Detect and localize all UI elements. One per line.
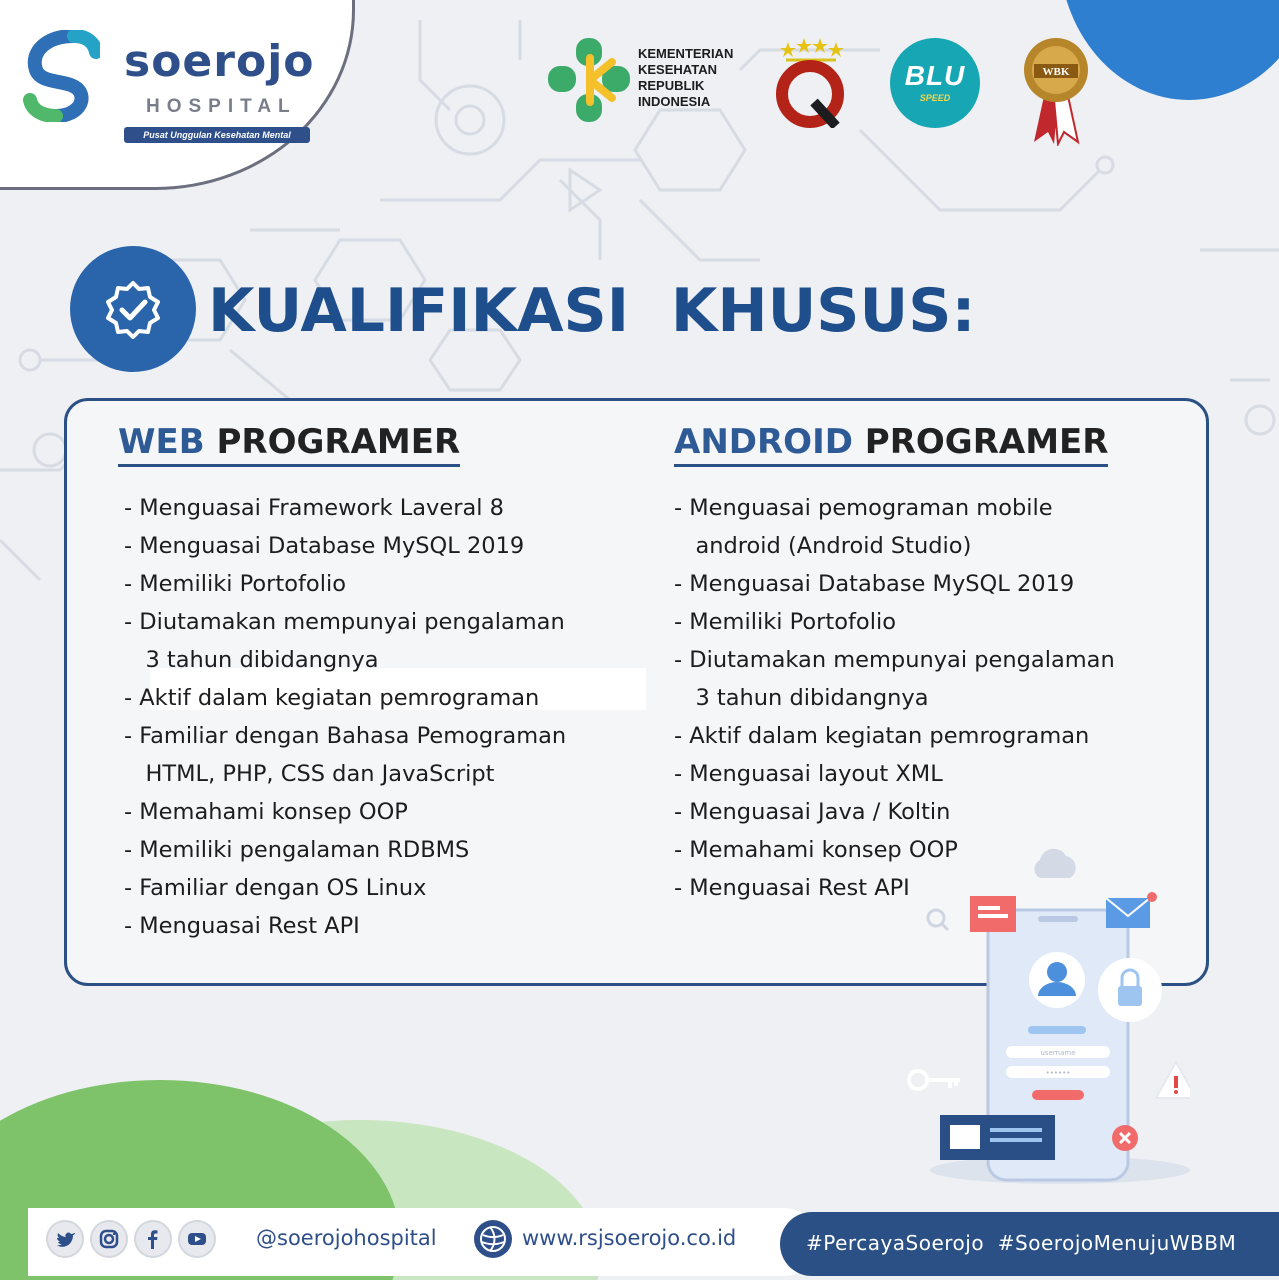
list-item: - Menguasai Rest API xyxy=(124,913,360,939)
list-item: 3 tahun dibidangnya xyxy=(124,647,379,673)
list-item: - Memiliki pengalaman RDBMS xyxy=(124,837,470,863)
wbk-logo-icon xyxy=(1020,36,1092,146)
list-item: - Menguasai Database MySQL 2019 xyxy=(124,533,525,559)
list-item: - Menguasai Database MySQL 2019 xyxy=(674,571,1075,597)
web-programmer-title xyxy=(118,422,460,467)
youtube-icon[interactable] xyxy=(178,1220,216,1258)
kemenkes-line: REPUBLIK xyxy=(638,78,705,93)
list-item: - Menguasai layout XML xyxy=(674,761,943,787)
list-item: - Memahami konsep OOP xyxy=(124,799,408,825)
brand-subtitle: HOSPITAL xyxy=(146,96,297,117)
kemenkes-line: KEMENTERIAN xyxy=(638,46,734,61)
android-programmer-title xyxy=(674,422,1108,467)
android-title-rest: PROGRAMER xyxy=(852,422,1109,462)
kemenkes-logo-text xyxy=(638,46,733,110)
blu-logo-text: BLU xyxy=(904,60,966,91)
facebook-icon[interactable] xyxy=(134,1220,172,1258)
list-item: android (Android Studio) xyxy=(674,533,972,559)
kemenkes-line: INDONESIA xyxy=(638,94,711,109)
kemenkes-logo-icon xyxy=(546,36,634,124)
blu-speed-text: SPEED xyxy=(919,93,951,103)
footer xyxy=(0,1206,1279,1280)
brand-tagline: Pusat Unggulan Kesehatan Mental Integratif xyxy=(124,127,310,143)
password-placeholder: •••••• xyxy=(1045,1069,1071,1077)
website-link[interactable]: www.rsjsoerojo.co.id xyxy=(522,1226,737,1250)
soerojo-logo-icon xyxy=(22,30,100,122)
footer-contacts xyxy=(28,1208,818,1276)
list-item: - Menguasai Java / Koltin xyxy=(674,799,951,825)
phone-login-illustration xyxy=(900,840,1190,1190)
globe-icon xyxy=(474,1220,512,1258)
list-item: - Menguasai pemograman mobile xyxy=(674,495,1053,521)
list-item: - Menguasai Rest API xyxy=(674,875,910,901)
android-title-accent: ANDROID xyxy=(674,422,853,462)
verified-badge-icon xyxy=(103,279,163,339)
list-item: - Aktif dalam kegiatan pemrograman xyxy=(124,685,540,711)
social-handle[interactable]: @soerojohospital xyxy=(256,1226,437,1250)
list-item: 3 tahun dibidangnya xyxy=(674,685,929,711)
web-requirements-list xyxy=(124,489,566,945)
web-title-rest: PROGRAMER xyxy=(204,422,461,462)
username-placeholder: username xyxy=(1040,1049,1076,1057)
instagram-icon[interactable] xyxy=(90,1220,128,1258)
list-item: - Memiliki Portofolio xyxy=(674,609,896,635)
list-item: - Menguasai Framework Laveral 8 xyxy=(124,495,504,521)
hashtag-banner xyxy=(780,1212,1279,1276)
list-item: HTML, PHP, CSS dan JavaScript xyxy=(124,761,495,787)
brand-name: soerojo xyxy=(124,36,315,87)
list-item: - Memiliki Portofolio xyxy=(124,571,346,597)
page-title: KUALIFIKASI KHUSUS: xyxy=(208,276,976,346)
twitter-icon[interactable] xyxy=(46,1220,84,1258)
list-item: - Familiar dengan OS Linux xyxy=(124,875,427,901)
list-item: - Memahami konsep OOP xyxy=(674,837,958,863)
kemenkes-line: KESEHATAN xyxy=(638,62,717,77)
list-item: - Familiar dengan Bahasa Pemograman xyxy=(124,723,567,749)
list-item: - Diutamakan mempunyai pengalaman xyxy=(674,647,1115,673)
list-item: - Aktif dalam kegiatan pemrograman xyxy=(674,723,1090,749)
blu-speed-logo xyxy=(890,38,980,128)
quality-logo-icon xyxy=(766,36,856,128)
svg-text:WBK: WBK xyxy=(1042,66,1070,78)
web-title-accent: WEB xyxy=(118,422,205,462)
list-item: - Diutamakan mempunyai pengalaman xyxy=(124,609,565,635)
heading-badge xyxy=(70,246,196,372)
hashtags: #PercayaSoerojo #SoerojoMenujuWBBM xyxy=(806,1231,1237,1255)
